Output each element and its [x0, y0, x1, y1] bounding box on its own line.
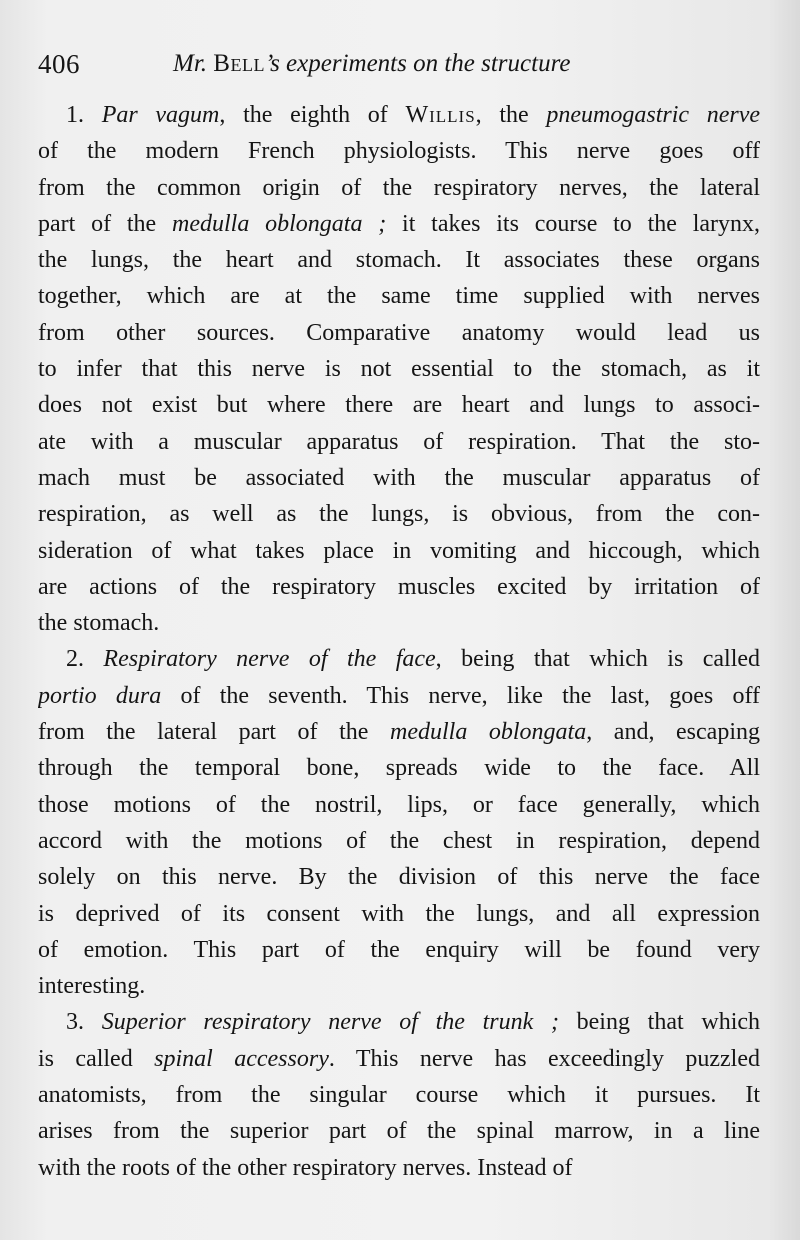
section-number: 3.	[66, 1009, 102, 1036]
text-run: part of the	[38, 210, 172, 237]
text-run: of the seventh. This nerve, like the last, goes off	[161, 682, 760, 709]
paragraph-line	[38, 424, 760, 460]
italic-text: pneumogastric nerve	[546, 102, 760, 128]
text-run: the lungs, the heart and stomach. It associates these organs	[38, 247, 760, 274]
paragraph-line	[38, 460, 760, 496]
paragraph-line	[38, 278, 760, 314]
text-run: to infer that this nerve is not essential to the stomach, as it	[38, 356, 760, 383]
paragraph-line	[38, 387, 760, 423]
paragraph-line	[38, 968, 760, 1004]
text-run: sideration of what takes place in vomiting and hiccough, which	[38, 537, 760, 564]
paragraph-line	[38, 605, 760, 641]
text-run: from other sources. Comparative anatomy would lead us	[38, 319, 760, 346]
text-run: respiration, as well as the lungs, is obvious, from the con-	[38, 501, 760, 528]
paragraph-line	[38, 932, 760, 968]
paragraph-line	[38, 206, 760, 242]
text-run: , the	[475, 102, 547, 128]
paragraph-line	[38, 896, 760, 932]
paragraph-line	[38, 750, 760, 786]
paragraph-line	[38, 315, 760, 351]
paragraph-line	[38, 823, 760, 859]
section-number: 2.	[66, 646, 104, 673]
paragraph-line	[38, 533, 760, 569]
text-run: it takes its course to the larynx,	[386, 210, 760, 237]
paragraph-line	[38, 242, 760, 278]
paragraph-line	[38, 351, 760, 387]
text-run: with the roots of the other respiratory nerves. Instead of	[38, 1154, 573, 1181]
text-run: through the temporal bone, spreads wide to the face. All	[38, 755, 760, 782]
paragraph-line	[38, 859, 760, 895]
body-text	[38, 97, 760, 1186]
small-caps-text: Willis	[405, 102, 476, 128]
paragraph-first-line	[38, 641, 760, 677]
text-run: being that which	[558, 1009, 760, 1036]
text-run: of emotion. This part of the enquiry will be found very	[38, 936, 760, 963]
paragraph-first-line	[38, 97, 760, 133]
text-run: of the modern French physiologists. This nerve goes off	[38, 138, 760, 165]
running-title-prefix: Mr.	[173, 50, 214, 77]
text-run: , being that which is called	[435, 646, 760, 673]
paragraph-first-line	[38, 1004, 760, 1040]
paragraph-line	[38, 496, 760, 532]
running-title-rest: ’s experiments on the structure	[264, 50, 571, 77]
text-run: anatomists, from the singular course which it pursues. It	[38, 1082, 760, 1109]
italic-text: medulla oblongata ;	[172, 210, 387, 237]
text-run: accord with the motions of the chest in respiration, depend	[38, 827, 760, 854]
text-run: is called	[38, 1045, 155, 1072]
paragraph-line	[38, 678, 760, 714]
running-title	[173, 46, 570, 82]
running-title-author: Bell	[213, 50, 265, 77]
paragraph-line	[38, 714, 760, 750]
paragraph-line	[38, 133, 760, 169]
paragraph-line	[38, 1113, 760, 1149]
text-run: interesting.	[38, 973, 146, 1000]
text-run: , and, escaping	[586, 719, 760, 746]
paragraph-line	[38, 569, 760, 605]
paragraph-line	[38, 1041, 760, 1077]
running-head	[38, 46, 620, 82]
text-run: from the common origin of the respiratory nerves, the lateral	[38, 174, 760, 201]
text-run: ate with a muscular apparatus of respiration. That the sto-	[38, 428, 760, 455]
section-number: 1.	[66, 102, 102, 128]
italic-text: medulla oblongata	[390, 719, 587, 746]
text-run: the stomach.	[38, 610, 160, 637]
text-run: mach must be associated with the muscular apparatus of	[38, 464, 760, 491]
paragraph-line	[38, 1077, 760, 1113]
page-number: 406	[38, 49, 80, 79]
text-run: . This nerve has exceedingly puzzled	[328, 1045, 760, 1072]
text-run: those motions of the nostril, lips, or face generally, which	[38, 791, 760, 818]
text-run: together, which are at the same time supplied with nerves	[38, 283, 760, 310]
text-run: does not exist but where there are heart and lungs to associ-	[38, 392, 760, 419]
text-run: , the eighth of	[219, 102, 406, 128]
text-run: is deprived of its consent with the lungs, and all expression	[38, 900, 760, 927]
text-run: are actions of the respiratory muscles excited by irritation of	[38, 573, 760, 600]
italic-text: Respiratory nerve of the face	[103, 646, 436, 673]
italic-text: Par vagum	[101, 102, 220, 128]
italic-text: Superior respiratory nerve of the trunk ;	[101, 1009, 559, 1036]
paragraph-line	[38, 170, 760, 206]
italic-text: portio dura	[38, 682, 162, 709]
italic-text: spinal accessory	[154, 1045, 329, 1072]
text-run: from the lateral part of the	[38, 719, 390, 746]
text-run: solely on this nerve. By the division of this nerve the face	[38, 864, 760, 891]
paragraph-line	[38, 1150, 760, 1186]
paragraph-line	[38, 787, 760, 823]
text-run: arises from the superior part of the spinal marrow, in a line	[38, 1118, 760, 1145]
